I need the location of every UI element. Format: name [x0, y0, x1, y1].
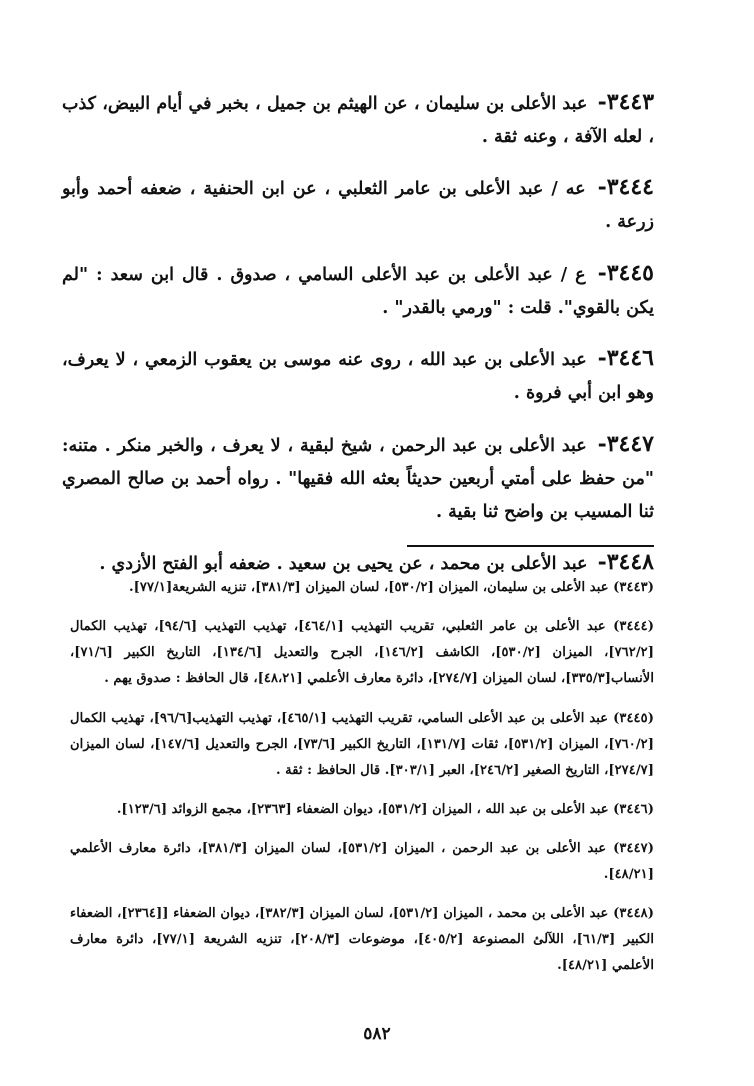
footnote-divider	[407, 545, 654, 547]
entry-number: ٣٤٤٧-	[597, 430, 654, 457]
entry-text: عه / عبد الأعلى بن عامر الثعلبي ، عن ابن الحنفية ، ضعفه أحمد وأبو زرعة .	[62, 179, 654, 232]
entry-3445	[62, 257, 654, 325]
entry-3447	[62, 428, 654, 529]
entry-3446	[62, 342, 654, 410]
footnote-3446: (٣٤٤٦) عبد الأعلى بن عبد الله ، الميزان [٥٣١/٢]، ديوان الضعفاء [٢٣٦٣]، مجمع الزوائد [١٢٣/٦].	[116, 801, 654, 817]
entry-number: ٣٤٤٥-	[597, 259, 654, 286]
entry-text: عبد الأعلى بن محمد ، عن يحيى بن سعيد . ضعفه أبو الفتح الأزدي .	[99, 554, 588, 574]
entry-number: ٣٤٤٨-	[597, 549, 654, 575]
entry-3443	[62, 86, 654, 154]
footnote-3448: (٣٤٤٨) عبد الأعلى بن محمد ، الميزان [٥٣١/٢]، لسان الميزان [٣٨٢/٣]، ديوان الضعفاء [[٢٣٦٤]، الضعفاء الكبير [٦١/٣]، اللآلئ المصنوعة [٤٠٥/٢]، موضوعات [٢٠٨/٣]، تنزيه الشريعة [٧٧/١]، دائرة معارف الأعلمي [٤٨/٢١].	[70, 906, 654, 974]
footnotes	[70, 562, 654, 984]
footnote-3447: (٣٤٤٧) عبد الأعلى بن عبد الرحمن ، الميزان [٥٣١/٢]، لسان الميزان [٣٨١/٣]، دائرة معارف الأعلمي [٤٨/٢١].	[70, 840, 654, 882]
main-entries	[62, 68, 654, 591]
entry-3444	[62, 171, 654, 239]
entry-number: ٣٤٤٦-	[597, 345, 654, 371]
entry-number: ٣٤٤٣-	[597, 88, 655, 115]
footnote-3445: (٣٤٤٥) عبد الأعلى بن عبد الأعلى السامي، تقريب التهذيب [٤٦٥/١]، تهذيب التهذيب[٩٦/٦]، تهذيب الكمال [٧٦٠/٢]، الميزان [٥٣١/٢]، ثقات [١٣١/٧]، التاريخ الكبير [٧٣/٦]، الجرح والتعديل [١٤٧/٦]، لسان الميزان [٢٧٤/٧]، التاريخ الصغير [٢٤٦/٢]، العبر [٣٠٣/١]. قال الحافظ : ثقة .	[70, 710, 654, 778]
footnote-3444: (٣٤٤٤) عبد الأعلى بن عامر الثعلبي، تقريب التهذيب [٤٦٤/١]، تهذيب التهذيب [٩٤/٦]، تهذيب الكمال [٧٦٢/٢]، الميزان [٥٣٠/٢]، الكاشف [١٤٦/٢]، الجرح والتعديل [١٣٤/٦]، التاريخ الكبير [٧١/٦]، الأنساب[٣٣٥/٣]، لسان الميزان [٢٧٤/٧]، دائرة معارف الأعلمي [٤٨،٢١]، قال الحافظ : صدوق يهم .	[70, 619, 654, 687]
entry-number: ٣٤٤٤-	[597, 174, 654, 200]
entry-text: عبد الأعلى بن عبد الرحمن ، شيخ لبقية ، لا يعرف ، والخبر منكر . متنه: "من حفظ على أمتي أربعين حديثاً بعثه الله فقيها" . رواه أحمد بن صالح المصري ثنا المسيب بن واضح ثنا بقية .	[62, 435, 654, 522]
entry-text: عبد الأعلى بن سليمان ، عن الهيثم بن جميل ، بخبر في أيام البيض، كذب ، لعله الآفة ، وعنه ثقة .	[62, 93, 654, 147]
page-number: ٥٨٢	[363, 1024, 391, 1044]
entry-text: ع / عبد الأعلى بن عبد الأعلى السامي ، صدوق . قال ابن سعد : "لم يكن بالقوي". قلت : "ورمي بالقدر" .	[62, 264, 654, 318]
footnote-3443: (٣٤٤٣) عبد الأعلى بن سليمان، الميزان [٥٣٠/٢]، لسان الميزان [٣٨١/٣]، تنزيه الشريعة[٧٧/١].	[129, 580, 654, 596]
entry-text: عبد الأعلى بن عبد الله ، روى عنه موسى بن يعقوب الزمعي ، لا يعرف، وهو ابن أبي فروة .	[62, 350, 654, 403]
